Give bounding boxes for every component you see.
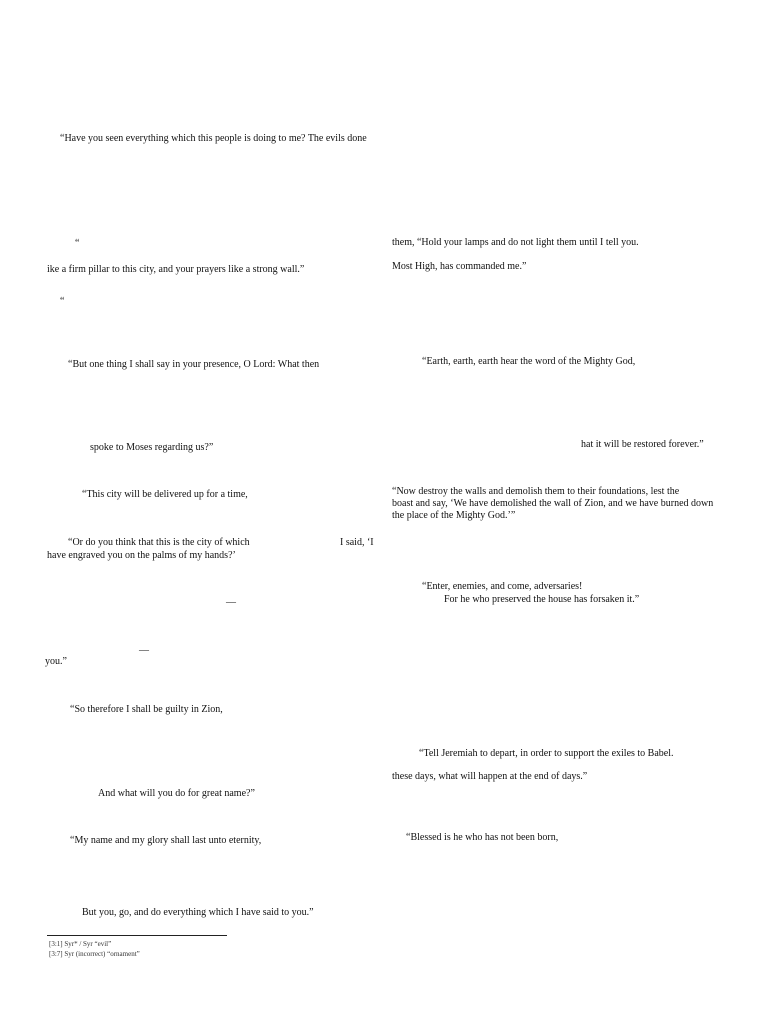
text-line: spoke to Moses regarding us?” [90, 442, 214, 453]
text-line: “ [60, 296, 65, 307]
footnote: [3:1] Syr* / Syr “evil” [49, 940, 112, 948]
text-line: I said, ‘I [340, 537, 374, 548]
text-line: “This city will be delivered up for a time, [82, 489, 248, 500]
text-line: For he who preserved the house has forsaken it.” [444, 594, 640, 605]
dash-mark: — [226, 597, 236, 608]
text-line: And what will you do for great name?” [98, 788, 255, 799]
text-line: these days, what will happen at the end of days.” [392, 771, 588, 782]
text-line: “Earth, earth, earth hear the word of the Mighty God, [422, 356, 636, 367]
text-line: hat it will be restored forever.” [581, 439, 704, 450]
text-line: the place of the Mighty God.’” [392, 510, 516, 521]
text-line: “Have you seen everything which this people is doing to me? The evils done [60, 133, 367, 144]
text-line: “Enter, enemies, and come, adversaries! [422, 581, 583, 592]
text-line: “ [75, 238, 80, 249]
dash-mark: — [139, 645, 149, 656]
text-line: you.” [45, 656, 67, 667]
text-line: But you, go, and do everything which I have said to you.” [82, 907, 314, 918]
footnote: [3:7] Syr (incorrect) “ornament” [49, 950, 140, 958]
text-line: “But one thing I shall say in your presence, O Lord: What then [68, 359, 320, 370]
text-line: “Blessed is he who has not been born, [406, 832, 559, 843]
text-line: them, “Hold your lamps and do not light them until I tell you. [392, 237, 639, 248]
text-line: “So therefore I shall be guilty in Zion, [70, 704, 223, 715]
text-line: “Or do you think that this is the city of which [68, 537, 250, 548]
text-line: have engraved you on the palms of my hands?’ [47, 550, 236, 561]
text-line: Most High, has commanded me.” [392, 261, 527, 272]
text-line: boast and say, ‘We have demolished the wall of Zion, and we have burned down [392, 498, 714, 509]
text-line: “My name and my glory shall last unto eternity, [70, 835, 262, 846]
text-line: ike a firm pillar to this city, and your prayers like a strong wall.” [47, 264, 305, 275]
footnote-rule [47, 935, 227, 936]
text-line: “Now destroy the walls and demolish them to their foundations, lest the [392, 486, 680, 497]
text-line: “Tell Jeremiah to depart, in order to support the exiles to Babel. [419, 748, 674, 759]
